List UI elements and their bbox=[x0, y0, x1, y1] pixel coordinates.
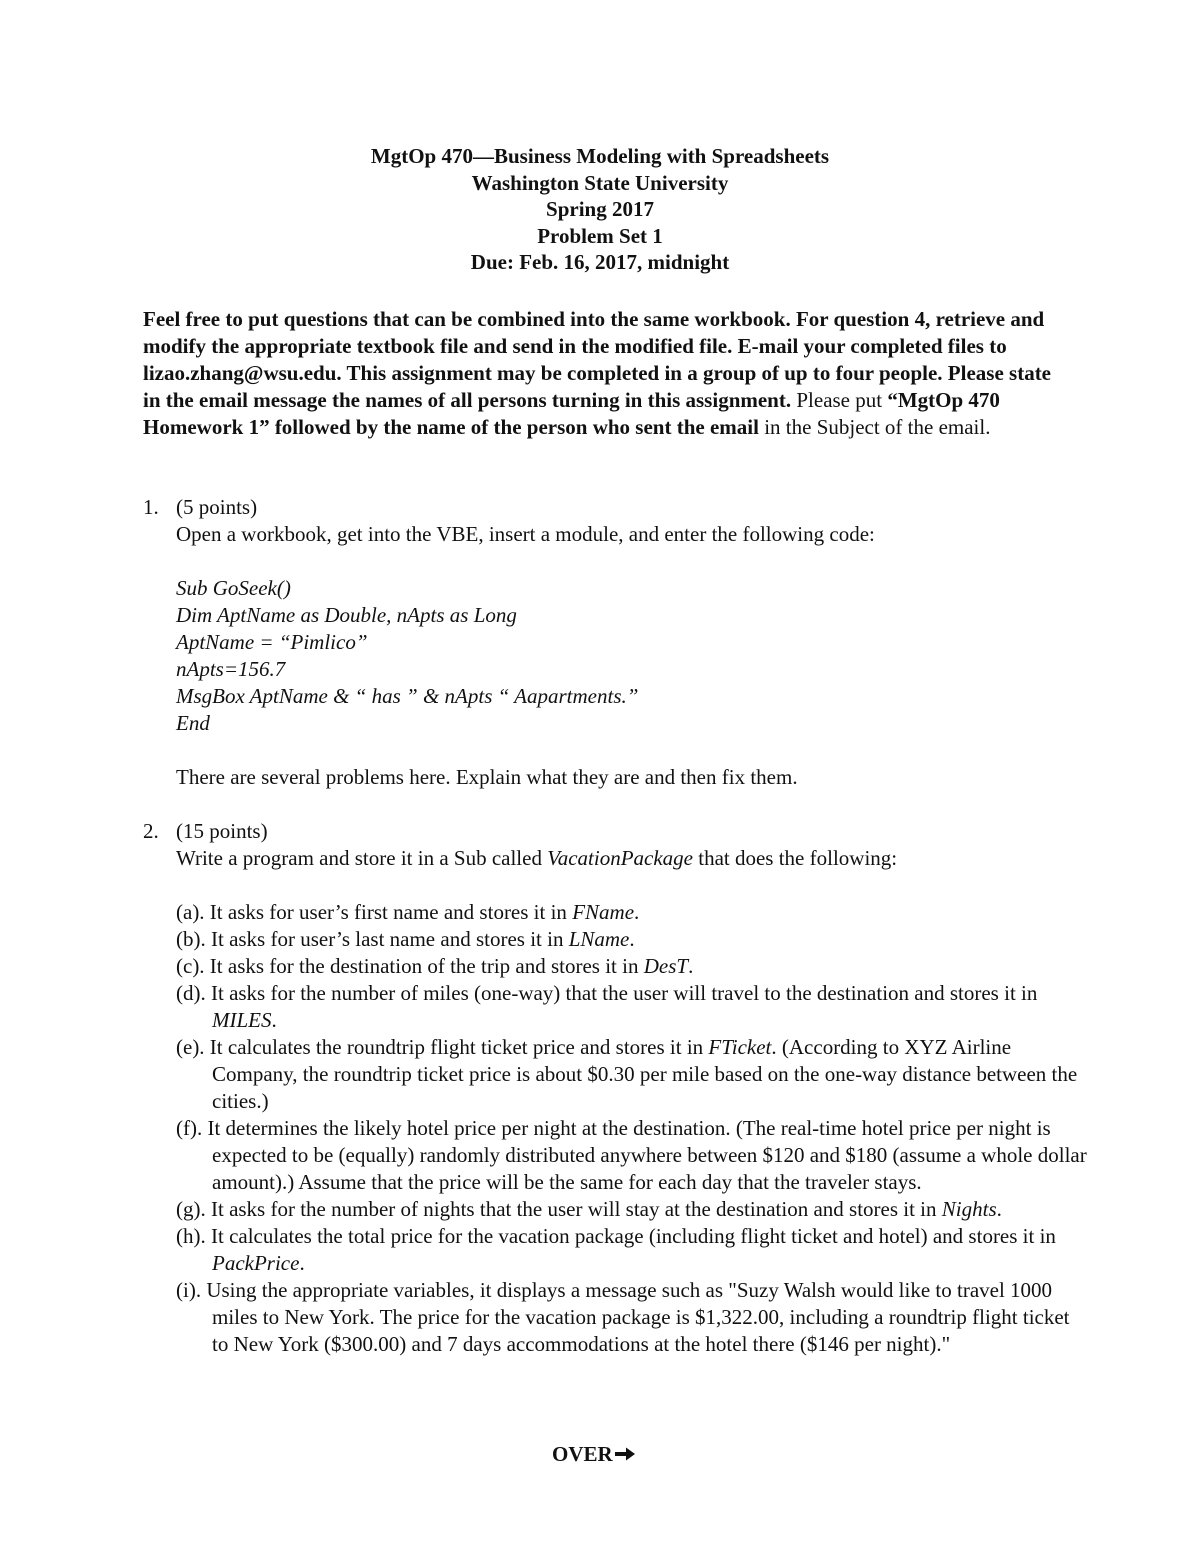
question-points: (5 points) bbox=[176, 495, 258, 519]
variable-name: FTicket bbox=[708, 1035, 772, 1059]
list-item: (i). Using the appropriate variables, it displays a message such as "Suzy Walsh would like to travel 1000 miles to New York. The price for the vacation package is $1,322.00, including a roundtrip flight ticket to New York ($300.00) and 7 days accommodations at the hotel there ($146 per night)." bbox=[176, 1278, 1070, 1356]
variable-name: DesT bbox=[643, 954, 689, 978]
list-item: (g). It asks for the number of nights that the user will stay at the destination and stores it in Nights. bbox=[176, 1197, 1002, 1221]
course-title: MgtOp 470—Business Modeling with Spreadsheets bbox=[370, 144, 830, 168]
question-number: 1. bbox=[143, 495, 159, 519]
subject-line-instruction: “MgtOp 470 Homework 1” followed by the name of the person who sent the email bbox=[143, 388, 1000, 440]
variable-name: MILES bbox=[212, 1008, 272, 1032]
list-item: (a). It asks for user’s first name and stores it in FName. bbox=[176, 900, 640, 924]
question-points: (15 points) bbox=[176, 819, 268, 843]
problem-set-title: Problem Set 1 bbox=[537, 223, 663, 248]
code-line: AptName = “Pimlico” bbox=[176, 630, 368, 654]
code-line: End bbox=[176, 711, 210, 735]
list-item: (e). It calculates the roundtrip flight ticket price and stores it in FTicket. (According to XYZ Airline Company, the roundtrip ticket price is about $0.30 per mile based on the one-way distance between the cities.) bbox=[176, 1035, 1078, 1113]
code-line: MsgBox AptName & “ has ” & nApts “ Aapartments.” bbox=[176, 684, 639, 708]
question-closing: There are several problems here. Explain what they are and then fix them. bbox=[176, 765, 798, 789]
list-item: (b). It asks for user’s last name and stores it in LName. bbox=[176, 927, 635, 951]
variable-name: LName bbox=[568, 927, 630, 951]
instructions-paragraph bbox=[143, 306, 1073, 441]
term: Spring 2017 bbox=[546, 197, 654, 222]
sub-name: VacationPackage bbox=[547, 846, 693, 870]
over-label: OVER bbox=[552, 1442, 613, 1466]
instruction-text-end: that does the following: bbox=[692, 846, 898, 870]
list-item: (d). It asks for the number of miles (one-way) that the user will travel to the destination and stores it in MILES. bbox=[176, 981, 1038, 1032]
university-name: Washington State University bbox=[471, 170, 729, 195]
right-arrow-icon bbox=[614, 1446, 636, 1462]
list-item: (f). It determines the likely hotel price per night at the destination. (The real-time hotel price per night is expected to be (equally) randomly distributed anywhere between $120 and $180 (assume a whole dollar amount).) Assume that the price will be the same for each day that the traveler stays. bbox=[176, 1116, 1087, 1194]
question-body bbox=[176, 494, 1091, 791]
code-line: Dim AptName as Double, nApts as Long bbox=[176, 603, 517, 627]
instructions-plain-text: Please put bbox=[791, 388, 888, 413]
variable-name: Nights bbox=[941, 1197, 997, 1221]
code-line: nApts=156.7 bbox=[176, 657, 286, 681]
list-item: (c). It asks for the destination of the trip and stores it in DesT. bbox=[176, 954, 694, 978]
question-number: 2. bbox=[143, 819, 159, 843]
over-indicator bbox=[552, 1441, 636, 1468]
document-header bbox=[0, 143, 1200, 276]
question-instruction: Open a workbook, get into the VBE, insert a module, and enter the following code: bbox=[176, 522, 875, 546]
question-body bbox=[176, 818, 1091, 1358]
variable-name: FName bbox=[572, 900, 635, 924]
question-instruction bbox=[176, 845, 1091, 872]
code-line: Sub GoSeek() bbox=[176, 576, 291, 600]
due-date: Due: Feb. 16, 2017, midnight bbox=[470, 250, 730, 275]
instructions-bold-text: Feel free to put questions that can be combined into the same workbook. For question 4, retrieve and modify the appropriate textbook file and send in the modified file. E-mail your completed files to lizao.zhang@wsu.edu. This assignment may be completed in a group of up to four people. Please state in the email message the names of all persons turning in this assignment. bbox=[143, 307, 1052, 413]
instructions-plain-text-end: in the Subject of the email. bbox=[758, 415, 991, 440]
code-block bbox=[176, 575, 1091, 737]
variable-name: PackPrice bbox=[212, 1251, 300, 1275]
list-item: (h). It calculates the total price for the vacation package (including flight ticket and hotel) and stores it in PackPrice. bbox=[176, 1224, 1056, 1275]
instruction-text: Write a program and store it in a Sub called bbox=[176, 846, 548, 870]
